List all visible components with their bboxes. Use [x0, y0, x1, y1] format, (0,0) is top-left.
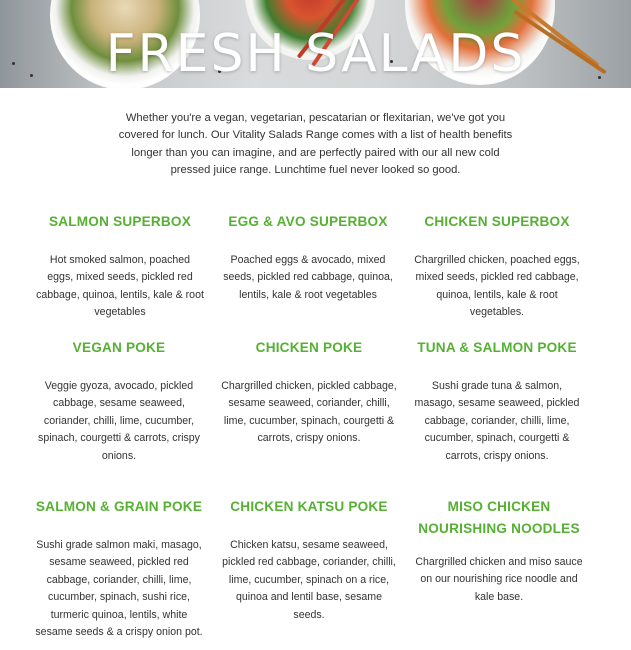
menu-item-name: MISO CHICKEN NOURISHING NOODLES — [418, 499, 580, 536]
menu-item-name: EGG & AVO SUPERBOX — [228, 214, 388, 229]
menu-item-description: Chargrilled chicken, poached eggs, mixed seeds, pickled red cabbage, quinoa, lentils, kale & root vegetables. — [414, 254, 580, 319]
menu-item-description: Chicken katsu, sesame seaweed, pickled red cabbage, coriander, chilli, lime, cucumber, spinach on a rice, quinoa and lentil base, sesame seeds. — [222, 539, 396, 621]
menu-item — [32, 496, 206, 641]
menu-item-name: CHICKEN POKE — [255, 340, 363, 355]
menu-item-description: Sushi grade salmon maki, masago, sesame seaweed, pickled red cabbage, coriander, chilli, lime, cucumber, spinach, sushi rice, turmeric quinoa, lentils, white sesame seeds & a crispy onion pot. — [35, 539, 203, 639]
menu-item — [412, 211, 582, 322]
menu-item-description: Hot smoked salmon, poached eggs, mixed seeds, pickled red cabbage, quinoa, lentils, kale & root vegetables — [36, 254, 204, 319]
menu-item-name: SALMON & GRAIN POKE — [35, 499, 203, 514]
menu-item — [36, 211, 204, 322]
menu-item-description: Sushi grade tuna & salmon, masago, sesame seaweed, pickled cabbage, coriander, chilli, lime, cucumber, spinach, courgetti & carrots, crispy onions. — [414, 380, 580, 462]
header-banner — [0, 0, 631, 88]
menu-item-name: SALMON SUPERBOX — [49, 214, 191, 229]
menu-item-description: Chargrilled chicken and miso sauce on our nourishing rice noodle and kale base. — [415, 556, 583, 603]
menu-item — [220, 337, 398, 448]
menu-item — [36, 337, 202, 465]
menu-item-description: Poached eggs & avocado, mixed seeds, pickled red cabbage, quinoa, lentils, kale & root vegetables — [223, 254, 393, 301]
menu-item — [414, 496, 584, 606]
menu-item-name: CHICKEN KATSU POKE — [230, 499, 388, 514]
menu-item-name: CHICKEN SUPERBOX — [424, 214, 570, 229]
menu-item — [412, 337, 582, 465]
menu-item-description: Veggie gyoza, avocado, pickled cabbage, sesame seaweed, coriander, chilli, lime, cucumber, spinach, courgetti & carrots, crispy onions. — [38, 380, 200, 462]
menu-item — [222, 496, 396, 624]
menu-item-description: Chargrilled chicken, pickled cabbage, sesame seaweed, coriander, chilli, lime, cucumber, spinach, courgetti & carrots, crispy onions. — [221, 380, 397, 445]
menu-item-name: VEGAN POKE — [72, 340, 166, 355]
menu-item-name: TUNA & SALMON POKE — [417, 340, 577, 355]
page-title: FRESH SALADS — [105, 24, 526, 84]
intro-paragraph: Whether you're a vegan, vegetarian, pescatarian or flexitarian, we've got you covered for lunch. Our Vitality Salads Range comes with a list of health benefits longer than you can imagine, and are perfectly paired with our all new cold pressed juice range. Lunchtime fuel never looked so good. — [118, 112, 513, 177]
menu-item — [217, 211, 399, 304]
